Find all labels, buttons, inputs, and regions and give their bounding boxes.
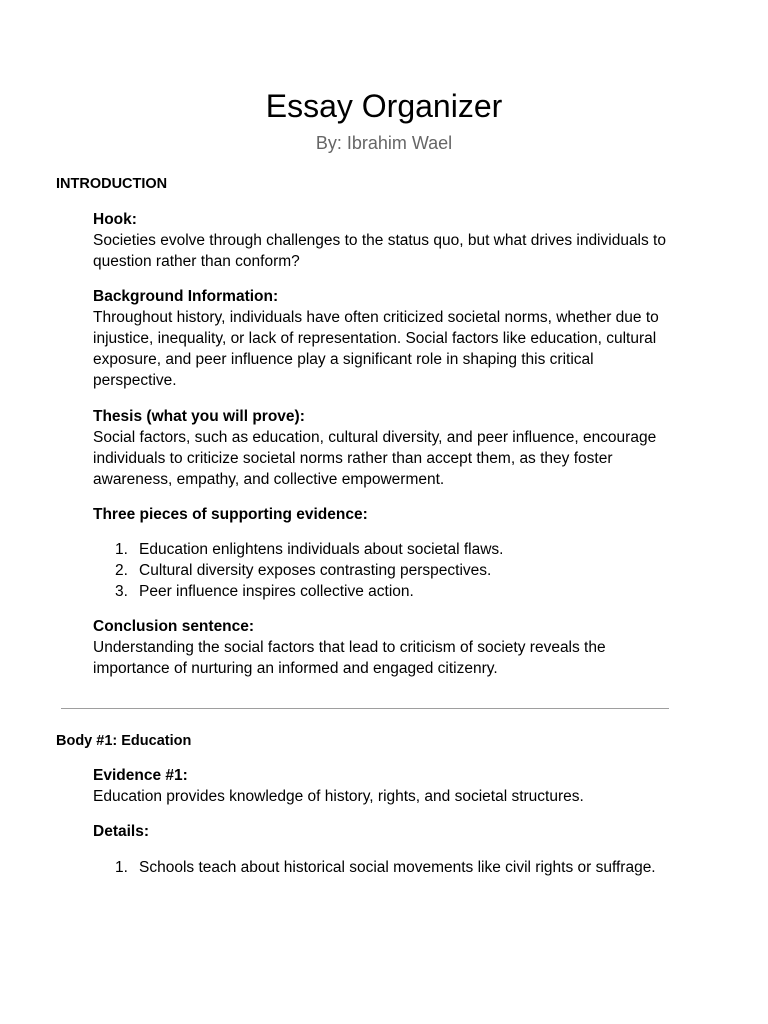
background-block [93,286,673,391]
introduction-heading: INTRODUCTION [56,176,168,192]
details-list [93,857,719,878]
document-title: Essay Organizer [265,88,503,124]
body1-evidence-label: Evidence #1: [93,767,188,784]
details-block [93,821,673,842]
list-item: Education enlightens individuals about societal flaws. [139,541,504,558]
thesis-label: Thesis (what you will prove): [93,408,305,425]
body1-evidence-block [93,765,673,807]
background-text: Throughout history, individuals have often criticized societal norms, whether due to injustice, inequality, or lack of representation. Social factors like education, cultural exposure, and peer influence play a significant role in shaping this critical perspective. [93,309,659,389]
body1-evidence-text: Education provides knowledge of history, rights, and societal structures. [93,788,584,805]
conclusion-text: Understanding the social factors that lead to criticism of society reveals the importance of nurturing an informed and engaged citizenry. [93,639,606,677]
section-divider [61,708,669,709]
body1-heading: Body #1: Education [56,733,192,749]
conclusion-block [93,616,673,679]
hook-block [93,209,673,272]
evidence-label: Three pieces of supporting evidence: [93,506,368,523]
hook-label: Hook: [93,211,137,228]
document-author: By: Ibrahim Wael [315,133,453,153]
list-item: Peer influence inspires collective action. [139,583,414,600]
hook-text: Societies evolve through challenges to the status quo, but what drives individuals to question rather than conform? [93,232,666,270]
evidence-block [93,504,673,525]
list-item: Schools teach about historical social movements like civil rights or suffrage. [139,859,656,876]
thesis-text: Social factors, such as education, cultural diversity, and peer influence, encourage individuals to criticize societal norms rather than accept them, as they foster awareness, empathy, and collective empowerment. [93,429,657,488]
supporting-evidence-list [93,539,719,602]
thesis-block [93,406,673,490]
details-label: Details: [93,823,149,840]
list-item: Cultural diversity exposes contrasting perspectives. [139,562,492,579]
conclusion-label: Conclusion sentence: [93,618,255,635]
background-label: Background Information: [93,288,279,305]
